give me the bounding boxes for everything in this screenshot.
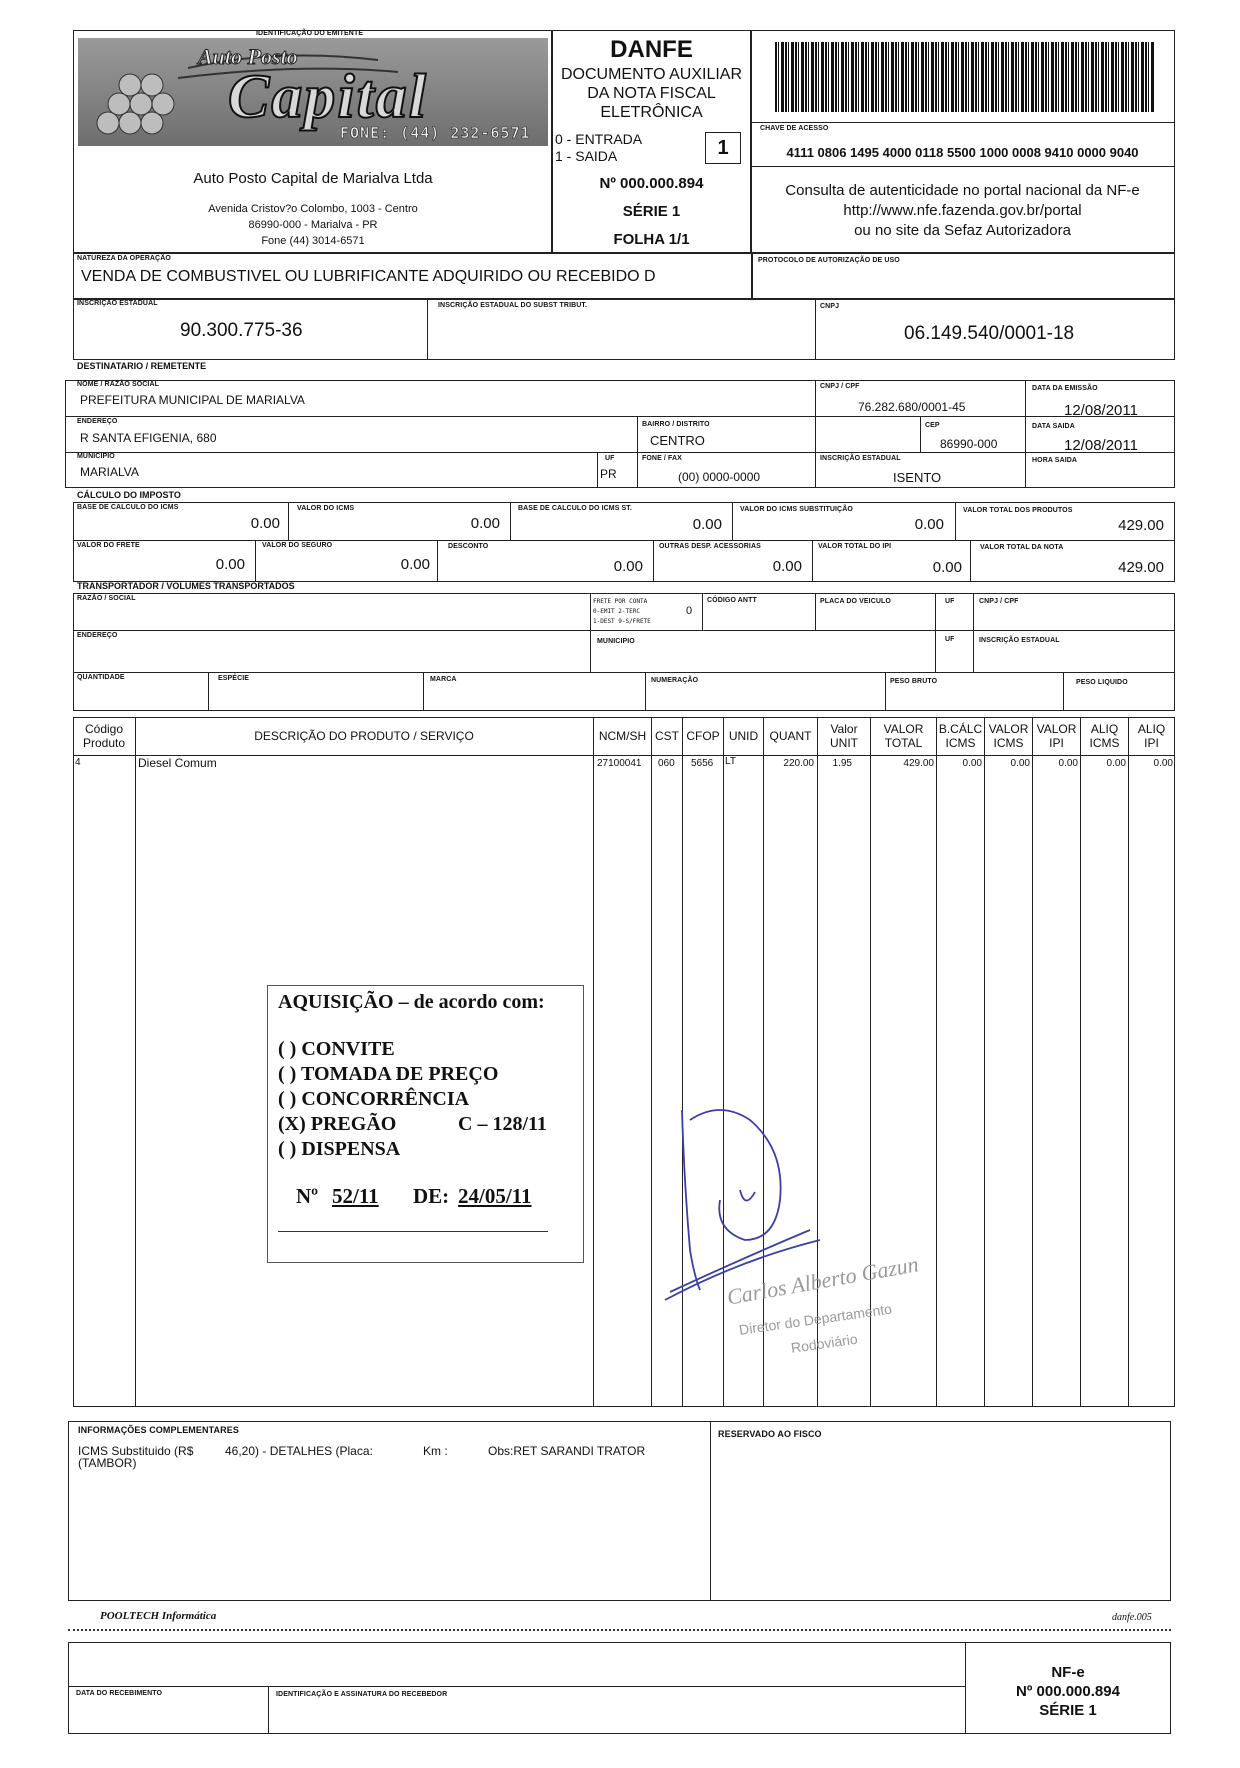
danfe-saida: 1 - SAIDA <box>555 148 618 164</box>
dest-endereco-label: ENDEREÇO <box>77 418 118 425</box>
protocolo-label: PROTOCOLO DE AUTORIZAÇÃO DE USO <box>758 257 900 264</box>
danfe-form-code: danfe.005 <box>1112 1612 1152 1623</box>
dest-saida-label: DATA SAIDA <box>1032 423 1075 430</box>
natureza-label: NATUREZA DA OPERAÇÃO <box>77 255 171 262</box>
info-obs-text: Obs:RET SARANDI TRATOR <box>488 1444 646 1458</box>
stamp-numero: 52/11 <box>332 1184 379 1208</box>
th-quant: QUANT <box>769 729 812 743</box>
consulta-line1: Consulta de autenticidade no portal nacional da NF-e <box>785 182 1140 199</box>
frete-conta-label2: 0-EMIT 2-TERC <box>593 608 640 615</box>
seguro-label: VALOR DO SEGURO <box>262 542 333 549</box>
th-vipi: VALOR IPI <box>1036 722 1077 750</box>
frete-conta-label3: 1-DEST 9-S/FRETE <box>593 618 651 625</box>
th-aipi: ALIQ IPI <box>1137 722 1166 750</box>
stamp-numero-label: Nº <box>296 1184 319 1208</box>
footer-nfe: NF-e <box>1051 1664 1085 1681</box>
stamp-opt-concorrencia: ( ) CONCORRÊNCIA <box>278 1088 470 1110</box>
natureza-value: VENDA DE COMBUSTIVEL OU LUBRIFICANTE ADQUIRIDO OU RECEBIDO D <box>81 268 656 285</box>
dest-nome-label: NOME / RAZÃO SOCIAL <box>77 381 160 388</box>
base-icms-label: BASE DE CALCULO DO ICMS <box>77 504 179 511</box>
perforation-line <box>68 1629 1171 1631</box>
fisco-label: RESERVADO AO FISCO <box>718 1429 822 1439</box>
pooltech-brand: POOLTECH Informática <box>100 1610 217 1622</box>
antt-label: CÓDIGO ANTT <box>707 597 757 604</box>
dest-emissao-label: DATA DA EMISSÃO <box>1032 385 1098 392</box>
consulta-line2: http://www.nfe.fazenda.gov.br/portal <box>843 202 1082 219</box>
row-descricao: Diesel Comum <box>138 756 217 770</box>
dest-ie-label: INSCRIÇÃO ESTADUAL <box>820 455 901 462</box>
peso-liquido-label: PESO LIQUIDO <box>1076 679 1128 686</box>
cnpj-value: 06.149.540/0001-18 <box>904 323 1075 344</box>
transp-ie-label: INSCRIÇÃO ESTADUAL <box>979 637 1060 644</box>
dest-uf-label: UF <box>605 455 615 462</box>
acquisition-stamp <box>267 985 584 1263</box>
dest-ie: ISENTO <box>893 470 942 485</box>
dest-emissao: 12/08/2011 <box>1064 402 1138 419</box>
th-cfop: CFOP <box>686 729 720 743</box>
chave-value: 4111 0806 1495 4000 0118 5500 1000 0008 9410 0000 9040 <box>786 145 1139 160</box>
dest-municipio-label: MUNICIPIO <box>77 453 115 460</box>
info-km-text: Km : <box>423 1444 448 1458</box>
row-bcalc: 0.00 <box>962 758 982 769</box>
dest-nome: PREFEITURA MUNICIPAL DE MARIALVA <box>80 393 305 407</box>
row-cfop: 5656 <box>691 758 714 769</box>
dest-uf: PR <box>600 467 617 481</box>
stamp-pregao-code: C – 128/11 <box>458 1113 547 1135</box>
base-st-label: BASE DE CALCULO DO ICMS ST. <box>518 505 632 512</box>
info-detalhes-text: 46,20) - DETALHES (Placa: <box>225 1444 373 1458</box>
total-nota: 429.00 <box>1118 559 1164 576</box>
base-icms: 0.00 <box>250 515 280 532</box>
row-vunit: 1.95 <box>832 758 852 769</box>
ie-value: 90.300.775-36 <box>180 320 303 341</box>
transp-uf2-label: UF <box>945 636 955 643</box>
marca-label: MARCA <box>430 676 457 683</box>
danfe-serie: SÉRIE 1 <box>622 203 681 220</box>
quantidade-label: QUANTIDADE <box>77 674 125 681</box>
transp-cnpj-label: CNPJ / CPF <box>979 598 1019 605</box>
logo-main-text: Capital <box>228 63 429 131</box>
especie-label: ESPÉCIE <box>218 675 250 682</box>
transp-endereco-label: ENDEREÇO <box>77 632 118 639</box>
transp-uf-label: UF <box>945 598 955 605</box>
stamp-data: 24/05/11 <box>458 1184 532 1208</box>
row-vtotal: 429.00 <box>903 758 934 769</box>
dest-bairro: CENTRO <box>650 433 705 448</box>
numeracao-label: NUMERAÇÃO <box>651 677 699 684</box>
th-vicms: VALOR ICMS <box>988 722 1029 750</box>
row-vipi: 0.00 <box>1058 758 1078 769</box>
row-ncm: 27100041 <box>597 758 642 769</box>
emitente-name: Auto Posto Capital de Marialva Ltda <box>193 170 433 187</box>
dest-hora-label: HORA SAIDA <box>1032 457 1078 464</box>
valor-st: 0.00 <box>914 516 944 533</box>
transp-razao-label: RAZÃO / SOCIAL <box>77 595 136 602</box>
dest-fone-label: FONE / FAX <box>642 455 682 462</box>
emitente-address1: Avenida Cristov?o Colombo, 1003 - Centro <box>208 203 418 215</box>
signature-stamp-title1: Diretor do Departamento <box>738 1300 893 1338</box>
dest-fone: (00) 0000-0000 <box>678 470 761 484</box>
placa-label: PLACA DO VEICULO <box>820 598 891 605</box>
dest-cnpj-label: CNPJ / CPF <box>820 383 860 390</box>
th-ncm: NCM/SH <box>598 729 647 743</box>
recebimento-label: DATA DO RECEBIMENTO <box>76 1690 163 1697</box>
dest-cep: 86990-000 <box>940 437 998 451</box>
signature-stamp-name: Carlos Alberto Gazun <box>725 1251 921 1310</box>
stamp-title: AQUISIÇÃO – de acordo com: <box>278 991 545 1013</box>
total-prod-label: VALOR TOTAL DOS PRODUTOS <box>963 507 1073 514</box>
th-bcalc: B.CÁLC ICMS <box>938 722 983 750</box>
stamp-de-label: DE: <box>413 1184 450 1208</box>
th-aicms: ALIQ ICMS <box>1089 722 1120 750</box>
logo-phone-text: FONE: (44) 232-6571 <box>340 124 531 142</box>
frete-conta-label1: FRETE POR CONTA <box>593 598 648 605</box>
row-unid: LT <box>725 756 736 767</box>
valor-icms: 0.00 <box>470 515 500 532</box>
row-cst: 060 <box>658 758 675 769</box>
danfe-folha: FOLHA 1/1 <box>613 231 690 248</box>
total-nota-label: VALOR TOTAL DA NOTA <box>980 544 1064 551</box>
footer-serie: SÉRIE 1 <box>1039 1702 1097 1719</box>
danfe-tipo-box: 1 <box>705 132 741 164</box>
th-codigo: Código Produto <box>82 722 126 750</box>
produtos-table <box>73 717 1175 1407</box>
row-aicms: 0.00 <box>1106 758 1126 769</box>
consulta-line3: ou no site da Sefaz Autorizadora <box>854 222 1071 239</box>
ipi-label: VALOR TOTAL DO IPI <box>818 543 892 550</box>
th-unid: UNID <box>728 729 759 743</box>
assinatura-label: IDENTIFICAÇÃO E ASSINATURA DO RECEBEDOR <box>276 1691 448 1698</box>
stamp-opt-pregao: (X) PREGÃO <box>278 1113 397 1135</box>
dest-municipio: MARIALVA <box>80 465 139 479</box>
chave-label: CHAVE DE ACESSO <box>760 125 829 132</box>
emitente-header-label: IDENTIFICAÇÃO DO EMITENTE <box>256 30 364 37</box>
th-descricao: DESCRIÇÃO DO PRODUTO / SERVIÇO <box>254 729 474 743</box>
danfe-subtitle3: ELETRÔNICA <box>600 104 703 121</box>
imposto-section: CÁLCULO DO IMPOSTO <box>77 490 181 500</box>
emitente-phone: Fone (44) 3014-6571 <box>261 235 365 247</box>
cnpj-label: CNPJ <box>820 303 840 310</box>
seguro: 0.00 <box>400 556 430 573</box>
info-icms-text: ICMS Substituido (R$ <box>78 1444 194 1458</box>
outras-label: OUTRAS DESP. ACESSORIAS <box>659 543 761 550</box>
emitente-address2: 86990-000 - Marialva - PR <box>248 219 378 231</box>
info-tambor-text: (TAMBOR) <box>78 1456 137 1470</box>
danfe-numero: Nº 000.000.894 <box>599 175 704 192</box>
dest-saida: 12/08/2011 <box>1064 437 1138 454</box>
stamp-opt-convite: ( ) CONVITE <box>278 1038 395 1060</box>
transp-municipio-label: MUNICIPIO <box>597 638 635 645</box>
stamp-opt-tomada: ( ) TOMADA DE PREÇO <box>278 1063 499 1085</box>
peso-bruto-label: PESO BRUTO <box>890 678 938 685</box>
row-vicms: 0.00 <box>1010 758 1030 769</box>
dest-bairro-label: BAIRRO / DISTRITO <box>642 421 710 428</box>
th-vunit: Valor UNIT <box>830 722 858 750</box>
valor-st-label: VALOR DO ICMS SUBSTITUIÇÃO <box>740 506 853 513</box>
base-st: 0.00 <box>692 516 722 533</box>
valor-icms-label: VALOR DO ICMS <box>297 505 355 512</box>
dest-cnpj: 76.282.680/0001-45 <box>858 400 966 414</box>
dest-endereco: R SANTA EFIGENIA, 680 <box>80 431 217 445</box>
frete: 0.00 <box>215 556 245 573</box>
desconto-label: DESCONTO <box>448 543 489 550</box>
barcode <box>775 42 1155 112</box>
destinatario-section: DESTINATARIO / REMETENTE <box>77 361 207 371</box>
ipi: 0.00 <box>932 559 962 576</box>
signature-stamp-title2: Rodoviário <box>790 1330 859 1356</box>
danfe-subtitle2: DA NOTA FISCAL <box>587 85 716 102</box>
danfe-title: DANFE <box>610 36 693 63</box>
transportador-section: TRANSPORTADOR / VOLUMES TRANSPORTADOS <box>77 581 295 591</box>
info-label: INFORMAÇÕES COMPLEMENTARES <box>78 1425 239 1435</box>
iest-label: INSCRIÇÃO ESTADUAL DO SUBST TRIBUT. <box>438 302 588 309</box>
logo-top-text: Auto Posto <box>198 44 298 69</box>
desconto: 0.00 <box>613 558 643 575</box>
ie-label: INSCRIÇÃO ESTADUAL <box>77 300 158 307</box>
row-aipi: 0.00 <box>1153 758 1173 769</box>
danfe-entrada: 0 - ENTRADA <box>555 131 643 147</box>
stamp-signature-line <box>278 1231 548 1232</box>
total-prod: 429.00 <box>1118 517 1164 534</box>
company-logo <box>78 38 548 146</box>
stamp-opt-dispensa: ( ) DISPENSA <box>278 1138 401 1160</box>
dest-cep-label: CEP <box>925 422 940 429</box>
th-cst: CST <box>655 729 679 743</box>
frete-conta-value: 0 <box>686 605 693 617</box>
row-codigo: 4 <box>75 757 81 768</box>
footer-numero: Nº 000.000.894 <box>1016 1683 1120 1700</box>
outras: 0.00 <box>772 558 802 575</box>
frete-label: VALOR DO FRETE <box>77 542 140 549</box>
danfe-subtitle1: DOCUMENTO AUXILIAR <box>560 66 743 83</box>
row-quant: 220.00 <box>783 758 814 769</box>
th-vtotal: VALOR TOTAL <box>883 722 924 750</box>
